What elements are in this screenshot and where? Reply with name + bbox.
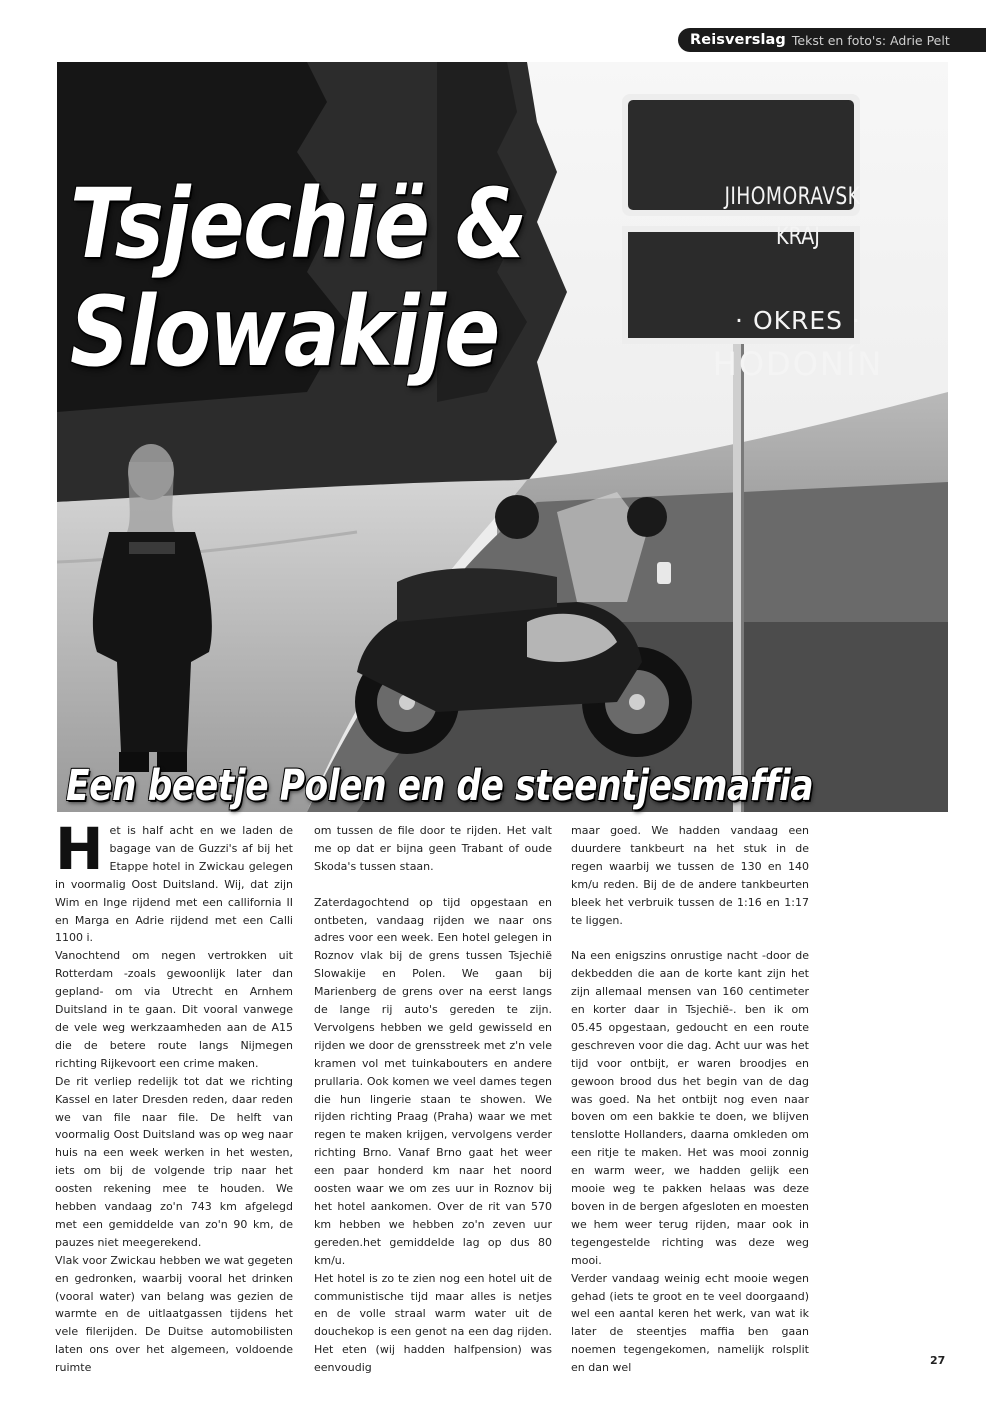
paragraph: Vlak voor Zwickau hebben we wat gegeten en gedronken, waarbij vooral het drinken (vooral water) van belang was gezien de warmte en de uitlaatgassen tijdens het vele filerijden. De Duitse automobilisten laten ons over het algemeen, voldoende ruimte [55,1253,293,1375]
sign-region-line2: KRAJ [776,222,820,250]
text-column-2 [314,822,552,1377]
paragraph: Het hotel is zo te zien nog een hotel uit de communistische tijd maar alles is netjes en de volle straal warm water uit de douchekop is een genot na een dag rijden. Het eten (wij hadden halfpension) was eenvoudig [314,1271,552,1375]
article-subtitle: Een beetje Polen en de steentjesmaffia [66,761,814,811]
paragraph-text: et is half acht en we laden de bagage van de Guzzi's af bij het Etappe hotel in Zwickau gelegen in voormalig Oost Duitsland. Wij, dat zijn Wim en Inge rijdend met een callifornia II en Marga en Adrie rijdend met een Calli 1100 i. [55,824,293,945]
section-header-bar [678,28,986,52]
sign-region-line1: JIHOMORAVSKÝ [724,182,872,210]
article-title [70,170,526,386]
paragraph: Na een enigszins onrustige nacht -door de dekbedden die aan de korte kant zijn het zijn allemaal mensen van 160 centimeter en korter daar in Tsjechië-. ben ik om 05.45 opgestaan, gedoucht en een route geschreven voor die dag. Acht uur was het tijd voor ontbijt, er waren broodjes en gewoon brood dus het begin van de dag was goed. Na het ontbijt nog even naar boven om een bakkie te doen, we blijven tenslotte Hollanders, daarna omkleden om een ritje te maken. Het was mooi zonnig en warm weer, we hadden gelijk een mooie weg te pakken helaas was deze boven in de bergen afgesloten en moesten we hem weer terug rijden, maar ook in tegengestelde richting was deze weg mooi. [571,949,809,1267]
sign-district-line1: · OKRES · [735,306,861,335]
text-column-1 [55,815,293,1377]
paragraph: Zaterdagochtend op tijd opgestaan en ontbeten, vandaag rijden we naar ons adres voor een week. Een hotel gelegen in Roznov vlak bij de grens tussen Tsjechië Slowakije en Polen. We gaan bij Marienberg de grens over na eerst langs de lange rij auto's gereden te zijn. Vervolgens hebben we geld gewisseld en rijden we door de grensstreek met z'n vele kramen vol met tuinkabouters en andere prullaria. Ook komen we veel dames tegen die hun lingerie staan te showen. We rijden richting Praag (Praha) waar we met regen te maken krijgen, vervolgens verder richting Brno. Vanaf Brno gaat het weer een paar honderd km naar het noord oosten waar we om zes uur in Roznov bij het hotel aankomen. Over de rit van 570 km hebben we hebben zo'n zeven uur gereden.het gemiddelde lag op dus 80 km/u. [314,895,552,1267]
sign-district-line2: HODONÍN [712,345,884,383]
section-label: Reisverslag [690,32,786,48]
dropcap: H [55,815,104,883]
paragraph: Vanochtend om negen vertrokken uit Rotterdam -zoals gewoonlijk later dan gepland- om via Utrecht en Arnhem Duitsland in te gaan. Dit vooral vanwege de vele weg werkzaamheden aan de A15 die de betere route langs Nijmegen richting Rijkevoort een crime maken. [55,949,293,1070]
article-title-line2: Slowakije [70,276,499,388]
page-number: 27 [930,1354,946,1367]
author-credit: Tekst en foto's: Adrie Pelt [791,32,950,48]
paragraph [55,815,293,947]
paragraph: De rit verliep redelijk tot dat we richting Kassel en later Dresden reden, daar reden we van file naar file. De helft van voormalig Oost Duitsland was op weg naar huis na een week werken in het westen, iets om bij de volgende trip naar het oosten rekening mee te houden. We hebben vandaag zo'n 743 km afgelegd met een gemiddelde van zo'n 90 km, de pauzes niet meegerekend. [55,1074,293,1249]
paragraph: om tussen de file door te rijden. Het valt me op dat er bijna geen Trabant of oude Skoda's tussen staan. [314,824,552,873]
text-column-3 [571,822,809,1377]
paragraph: maar goed. We hadden vandaag een duurdere tankbeurt na het stuk in de regen waarbij we tussen de 130 en 140 km/u reden. Bij de de andere tankbeurten bleek het verbruik tussen de 1:16 en 1:17 te liggen. [571,824,809,927]
paragraph: Verder vandaag weinig echt mooie wegen gehad (iets te groot en te veel doorgaand) wel een aantal keren het werk, van wat ik later de steentjes maffia ben gaan noemen tegengekomen, namelijk rolsplit en dan wel [571,1271,809,1375]
article-title-line1: Tsjechië & [70,168,526,280]
